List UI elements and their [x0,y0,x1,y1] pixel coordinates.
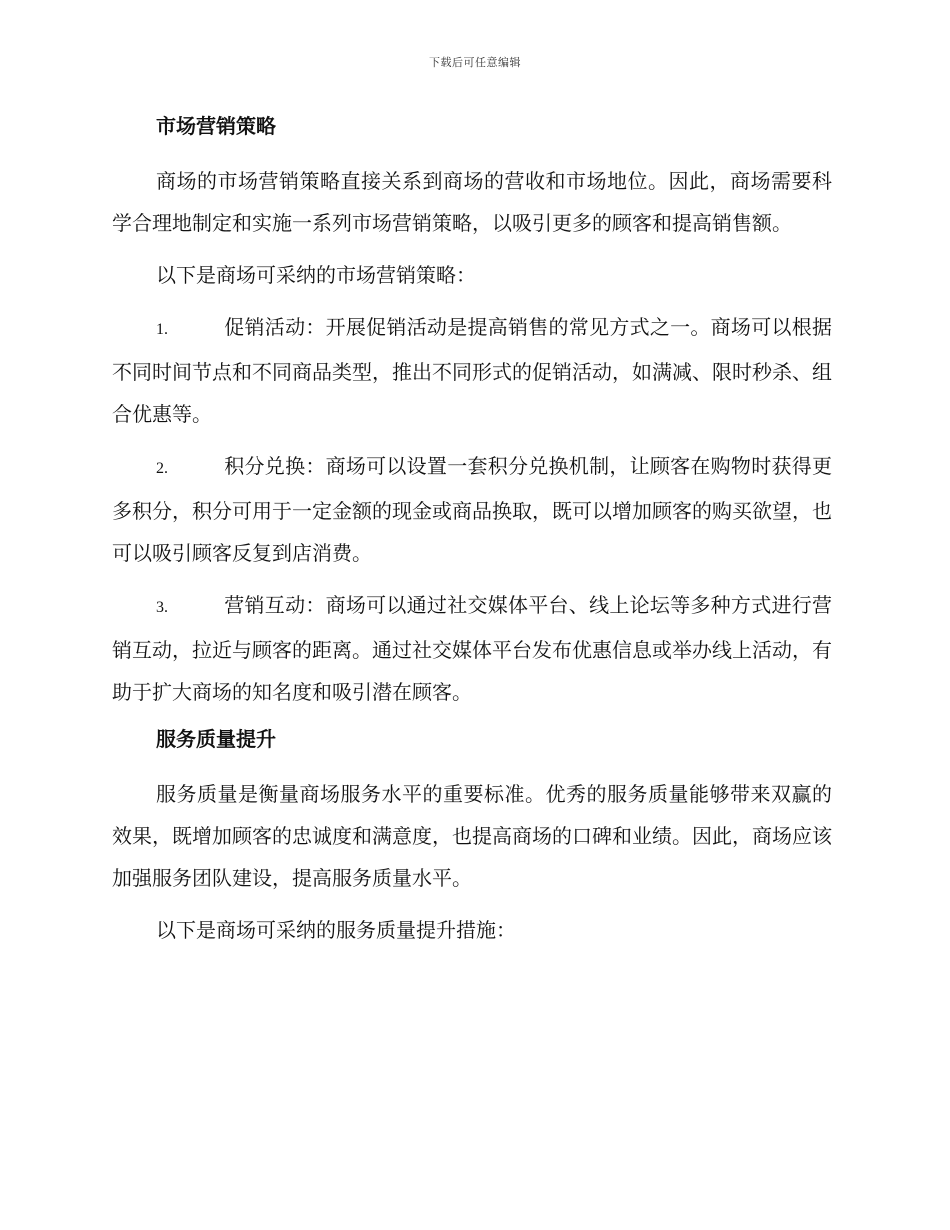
section-heading-marketing: 市场营销策略 [156,114,276,138]
list-item-number: 1. [156,321,168,338]
list-item-text: 营销互动：商场可以通过社交媒体平台、线上论坛等多种方式进行营销互动，拉近与顾客的距离。通过社交媒体平台发布优惠信息或举办线上活动，有助于扩大商场的知名度和吸引潜在顾客。 [112,593,832,704]
page-header: 下载后可任意编辑 [429,56,521,69]
section-lead-marketing: 以下是商场可采纳的市场营销策略： [156,263,476,287]
section-intro-service: 服务质量是衡量商场服务水平的重要标准。优秀的服务质量能够带来双赢的效果，既增加顾客的忠诚度和满意度，也提高商场的口碑和业绩。因此，商场应该加强服务团队建设，提高服务质量水平。 [112,782,832,890]
list-item-number: 3. [156,599,168,616]
list-item-text: 积分兑换：商场可以设置一套积分兑换机制，让顾客在购物时获得更多积分，积分可用于一定金额的现金或商品换取，既可以增加顾客的购买欲望，也可以吸引顾客反复到店消费。 [112,454,832,565]
document-body [112,110,832,961]
list-item-number: 2. [156,460,168,477]
section-lead-service: 以下是商场可采纳的服务质量提升措施： [156,918,516,942]
list-item [112,306,832,435]
list-item [112,584,832,713]
list-item [112,445,832,574]
section-heading-service: 服务质量提升 [156,727,276,751]
list-item-text: 促销活动：开展促销活动是提高销售的常见方式之一。商场可以根据不同时间节点和不同商品类型，推出不同形式的促销活动，如满减、限时秒杀、组合优惠等。 [112,315,832,426]
section-intro-marketing: 商场的市场营销策略直接关系到商场的营收和市场地位。因此，商场需要科学合理地制定和实施一系列市场营销策略，以吸引更多的顾客和提高销售额。 [112,169,832,235]
